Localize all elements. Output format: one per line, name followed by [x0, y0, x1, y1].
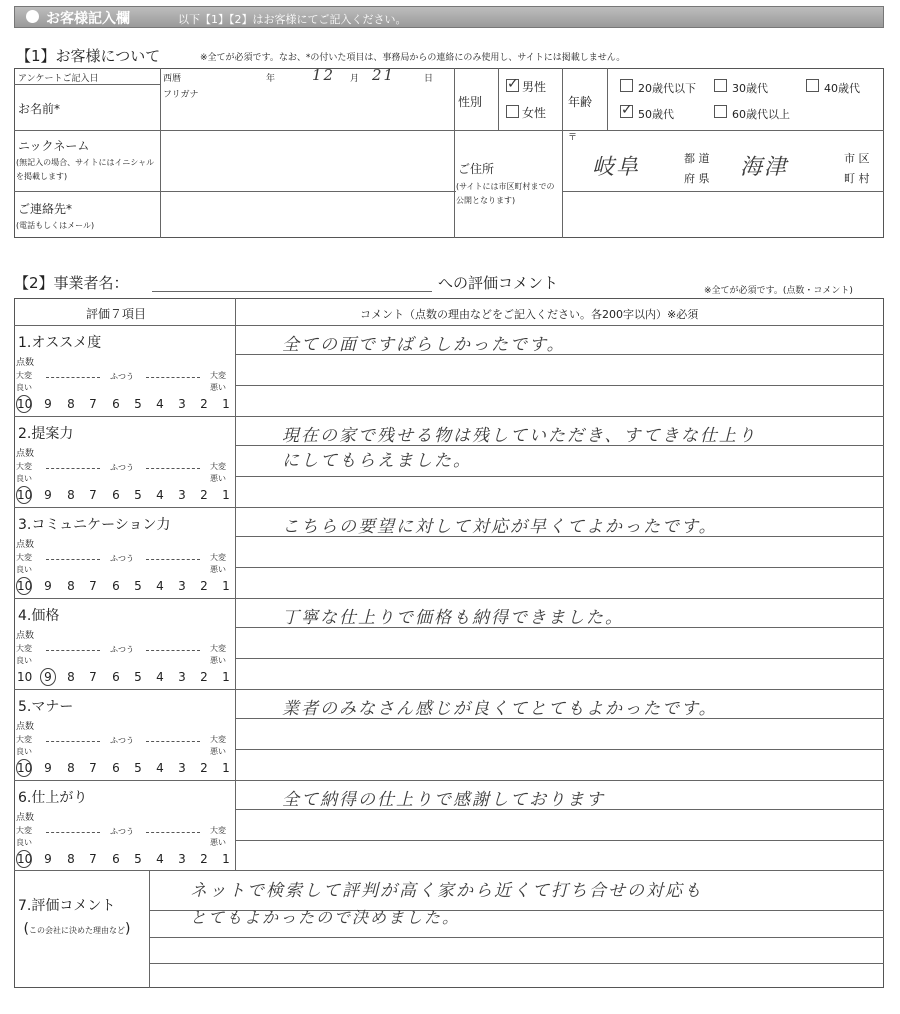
comment-line: 現在の家で残せる物は残していただき、すてきな仕上り: [282, 426, 757, 446]
scale-top-left: 大変: [16, 735, 32, 744]
scale-points-label: 点数: [16, 449, 35, 459]
scale-number[interactable]: 10: [17, 761, 33, 775]
scale-bottom-left: 良い: [16, 565, 32, 574]
comment-line: 業者のみなさん感じが良くてとてもよかったです。: [282, 699, 718, 719]
scale-bottom-left: 良い: [16, 838, 32, 847]
scale-number[interactable]: 2: [200, 852, 208, 866]
scale-top-left: 大変: [16, 462, 32, 471]
scale-number[interactable]: 3: [178, 397, 186, 411]
gender-checkbox-female[interactable]: [506, 105, 519, 118]
scale-top-left: 大変: [16, 371, 32, 380]
scale-number[interactable]: 6: [112, 579, 120, 593]
name-label: お名前*: [18, 102, 61, 116]
contact-note: (電話もしくはメール): [16, 221, 95, 230]
final-comment-note: (この会社に決めた理由など): [23, 921, 131, 937]
col-items-header: 評価７項目: [86, 307, 147, 321]
scale-top-right: 大変: [210, 371, 226, 380]
scale-number[interactable]: 1: [222, 852, 230, 866]
scale-number[interactable]: 6: [112, 397, 120, 411]
scale-top-right: 大変: [210, 462, 226, 471]
scale-number[interactable]: 4: [156, 761, 164, 775]
score-circle-mark: [16, 395, 32, 413]
scale-number[interactable]: 7: [89, 670, 97, 684]
final-comment-line-2: とてもよかったので決めました。: [190, 908, 461, 927]
scale-number[interactable]: 9: [44, 488, 52, 502]
scale-number[interactable]: 10: [17, 579, 33, 593]
scale-number[interactable]: 4: [156, 579, 164, 593]
scale-number[interactable]: 7: [89, 397, 97, 411]
section1-heading: 【1】お客様について: [16, 47, 161, 65]
city-value: 海津: [740, 155, 789, 180]
item-title: 3.コミュニケーション力: [18, 517, 171, 533]
address-note: (サイトには市区町村までの公開となります): [456, 182, 555, 205]
scale-number[interactable]: 2: [200, 397, 208, 411]
age-checkbox-30s[interactable]: [714, 79, 727, 92]
left-arrow-icon: [46, 650, 100, 651]
scale-number[interactable]: 1: [222, 670, 230, 684]
gender-label: 性別: [458, 95, 483, 109]
score-circle-mark: [40, 668, 56, 686]
scale-number[interactable]: 9: [44, 761, 52, 775]
scale-mid: ふつう: [110, 827, 134, 836]
scale-number[interactable]: 5: [134, 761, 142, 775]
scale-bottom-left: 良い: [16, 474, 32, 483]
day-value: 21: [372, 66, 396, 84]
scale-number[interactable]: 1: [222, 397, 230, 411]
scale-number[interactable]: 8: [67, 761, 75, 775]
age-option-30s: 30歳代: [732, 82, 768, 95]
final-comment-line-1: ネットで検索して評判が高く家から近くて打ち合せの対応も: [190, 881, 703, 901]
scale-number[interactable]: 8: [67, 670, 75, 684]
left-arrow-icon: [46, 832, 100, 833]
scale-number[interactable]: 10: [17, 488, 33, 502]
header-note: 以下【1】【2】はお客様にてご記入ください。: [178, 13, 407, 26]
scale-number[interactable]: 6: [112, 670, 120, 684]
left-arrow-icon: [46, 377, 100, 378]
comment-line: にしてもらえました。: [282, 451, 472, 471]
scale-bottom-right: 悪い: [210, 838, 226, 847]
section1-note: ※全てが必須です。なお、*の付いた項目は、事務局からの連絡にのみ使用し、サイトには掲載しません。: [200, 53, 626, 63]
scale-bottom-left: 良い: [16, 747, 32, 756]
scale-bottom-right: 悪い: [210, 383, 226, 392]
age-option-40s: 40歳代: [824, 82, 860, 95]
scale-number[interactable]: 7: [89, 579, 97, 593]
right-arrow-icon: [146, 559, 200, 560]
scale-top-right: 大変: [210, 644, 226, 653]
gender-option-male: 男性: [522, 80, 547, 94]
scale-number[interactable]: 5: [134, 579, 142, 593]
scale-number[interactable]: 9: [44, 852, 52, 866]
scale-number[interactable]: 10: [17, 397, 33, 411]
scale-number[interactable]: 6: [112, 852, 120, 866]
scale-number[interactable]: 5: [134, 670, 142, 684]
city-suffix-bottom: 町 村: [844, 172, 870, 185]
scale-number[interactable]: 2: [200, 488, 208, 502]
scale-mid: ふつう: [110, 372, 134, 381]
bullet-icon: [26, 10, 39, 23]
scale-mid: ふつう: [110, 736, 134, 745]
age-checkbox-20s[interactable]: [620, 79, 633, 92]
scale-top-left: 大変: [16, 826, 32, 835]
scale-points-label: 点数: [16, 722, 35, 732]
header-title: お客様記入欄: [46, 11, 130, 27]
item-title: 6.仕上がり: [18, 790, 88, 806]
survey-date-label: アンケートご記入日: [18, 74, 99, 84]
scale-number[interactable]: 4: [156, 670, 164, 684]
scale-number[interactable]: 10: [17, 670, 33, 684]
age-label: 年齢: [568, 95, 593, 109]
scale-number[interactable]: 3: [178, 579, 186, 593]
comment-line: 全ての面ですばらしかったです。: [282, 335, 566, 355]
checkmark-icon: ✓: [621, 102, 633, 118]
scale-mid: ふつう: [110, 645, 134, 654]
checkmark-icon: ✓: [507, 76, 519, 92]
month-unit: 月: [350, 74, 360, 84]
scale-number[interactable]: 1: [222, 579, 230, 593]
scale-bottom-left: 良い: [16, 383, 32, 392]
age-option-20s: 20歳代以下: [638, 82, 696, 95]
pref-suffix-bottom: 府 県: [684, 172, 710, 185]
scale-bottom-left: 良い: [16, 656, 32, 665]
scale-number[interactable]: 6: [112, 488, 120, 502]
prefecture-value: 岐阜: [592, 155, 641, 180]
nickname-label: ニックネーム: [18, 139, 90, 153]
era-label: 西暦: [163, 74, 182, 84]
scale-mid: ふつう: [110, 463, 134, 472]
left-arrow-icon: [46, 559, 100, 560]
city-suffix-top: 市 区: [844, 152, 870, 165]
month-value: 12: [312, 66, 336, 84]
right-arrow-icon: [146, 468, 200, 469]
comment-line: 丁寧な仕上りで価格も納得できました。: [282, 608, 624, 628]
company-name-line: [152, 291, 432, 292]
scale-number[interactable]: 3: [178, 670, 186, 684]
scale-number[interactable]: 10: [17, 852, 33, 866]
scale-number[interactable]: 2: [200, 670, 208, 684]
scale-top-left: 大変: [16, 644, 32, 653]
score-circle-mark: [16, 850, 32, 868]
scale-number[interactable]: 5: [134, 488, 142, 502]
scale-number[interactable]: 7: [89, 488, 97, 502]
scale-number[interactable]: 8: [67, 397, 75, 411]
scale-number[interactable]: 4: [156, 488, 164, 502]
left-arrow-icon: [46, 741, 100, 742]
scale-points-label: 点数: [16, 631, 35, 641]
scale-top-right: 大変: [210, 735, 226, 744]
scale-number[interactable]: 1: [222, 761, 230, 775]
scale-number[interactable]: 5: [134, 852, 142, 866]
postal-mark: 〒: [568, 133, 578, 143]
nickname-note: (無記入の場合、サイトにはイニシャルを掲載します): [16, 158, 155, 181]
scale-points-label: 点数: [16, 813, 35, 823]
scale-number[interactable]: 8: [67, 488, 75, 502]
item-title: 4.価格: [18, 608, 60, 624]
pref-suffix-top: 都 道: [684, 152, 710, 165]
scale-number[interactable]: 3: [178, 852, 186, 866]
year-unit: 年: [266, 74, 276, 84]
scale-number[interactable]: 5: [134, 397, 142, 411]
right-arrow-icon: [146, 650, 200, 651]
section2-note: ※全てが必須です。(点数・コメント): [704, 286, 853, 296]
age-option-50s: 50歳代: [638, 108, 674, 121]
scale-number[interactable]: 2: [200, 579, 208, 593]
scale-points-label: 点数: [16, 540, 35, 550]
scale-bottom-right: 悪い: [210, 656, 226, 665]
scale-top-left: 大変: [16, 553, 32, 562]
scale-number[interactable]: 6: [112, 761, 120, 775]
scale-number[interactable]: 3: [178, 761, 186, 775]
final-comment-title: 7.評価コメント: [18, 898, 116, 914]
age-checkbox-60s[interactable]: [714, 105, 727, 118]
score-circle-mark: [16, 759, 32, 777]
age-option-60s: 60歳代以上: [732, 108, 790, 121]
section2-heading-suffix: への評価コメント: [438, 274, 559, 292]
age-checkbox-40s[interactable]: [806, 79, 819, 92]
item-title: 1.オススメ度: [18, 335, 102, 351]
scale-number[interactable]: 3: [178, 488, 186, 502]
scale-number[interactable]: 8: [67, 852, 75, 866]
scale-top-right: 大変: [210, 826, 226, 835]
final-note-text: この会社に決めた理由など: [29, 926, 125, 935]
right-arrow-icon: [146, 741, 200, 742]
scale-number[interactable]: 9: [44, 397, 52, 411]
scale-number[interactable]: 4: [156, 852, 164, 866]
header-bar: [14, 6, 884, 28]
scale-points-label: 点数: [16, 358, 35, 368]
scale-number[interactable]: 7: [89, 761, 97, 775]
item-title: 2.提案力: [18, 426, 74, 442]
scale-number[interactable]: 9: [44, 670, 52, 684]
scale-bottom-right: 悪い: [210, 474, 226, 483]
scale-number[interactable]: 7: [89, 852, 97, 866]
right-arrow-icon: [146, 832, 200, 833]
comment-line: こちらの要望に対して対応が早くてよかったです。: [282, 517, 718, 537]
score-circle-mark: [16, 577, 32, 595]
left-arrow-icon: [46, 468, 100, 469]
contact-label: ご連絡先*: [18, 202, 73, 216]
scale-mid: ふつう: [110, 554, 134, 563]
scale-number[interactable]: 4: [156, 397, 164, 411]
comment-line: 全て納得の仕上りで感謝しております: [282, 790, 605, 810]
section2-heading-prefix: 【2】事業者名：: [14, 274, 129, 292]
day-unit: 日: [424, 74, 434, 84]
right-arrow-icon: [146, 377, 200, 378]
scale-number[interactable]: 1: [222, 488, 230, 502]
item-title: 5.マナー: [18, 699, 74, 715]
scale-number[interactable]: 9: [44, 579, 52, 593]
scale-bottom-right: 悪い: [210, 565, 226, 574]
scale-number[interactable]: 2: [200, 761, 208, 775]
address-label: ご住所: [458, 162, 495, 176]
score-circle-mark: [16, 486, 32, 504]
col-comment-header: コメント（点数の理由などをご記入ください。各200字以内）※必須: [360, 308, 699, 321]
furigana-label: フリガナ: [163, 90, 199, 100]
scale-bottom-right: 悪い: [210, 747, 226, 756]
scale-top-right: 大変: [210, 553, 226, 562]
scale-number[interactable]: 8: [67, 579, 75, 593]
gender-option-female: 女性: [522, 106, 547, 120]
